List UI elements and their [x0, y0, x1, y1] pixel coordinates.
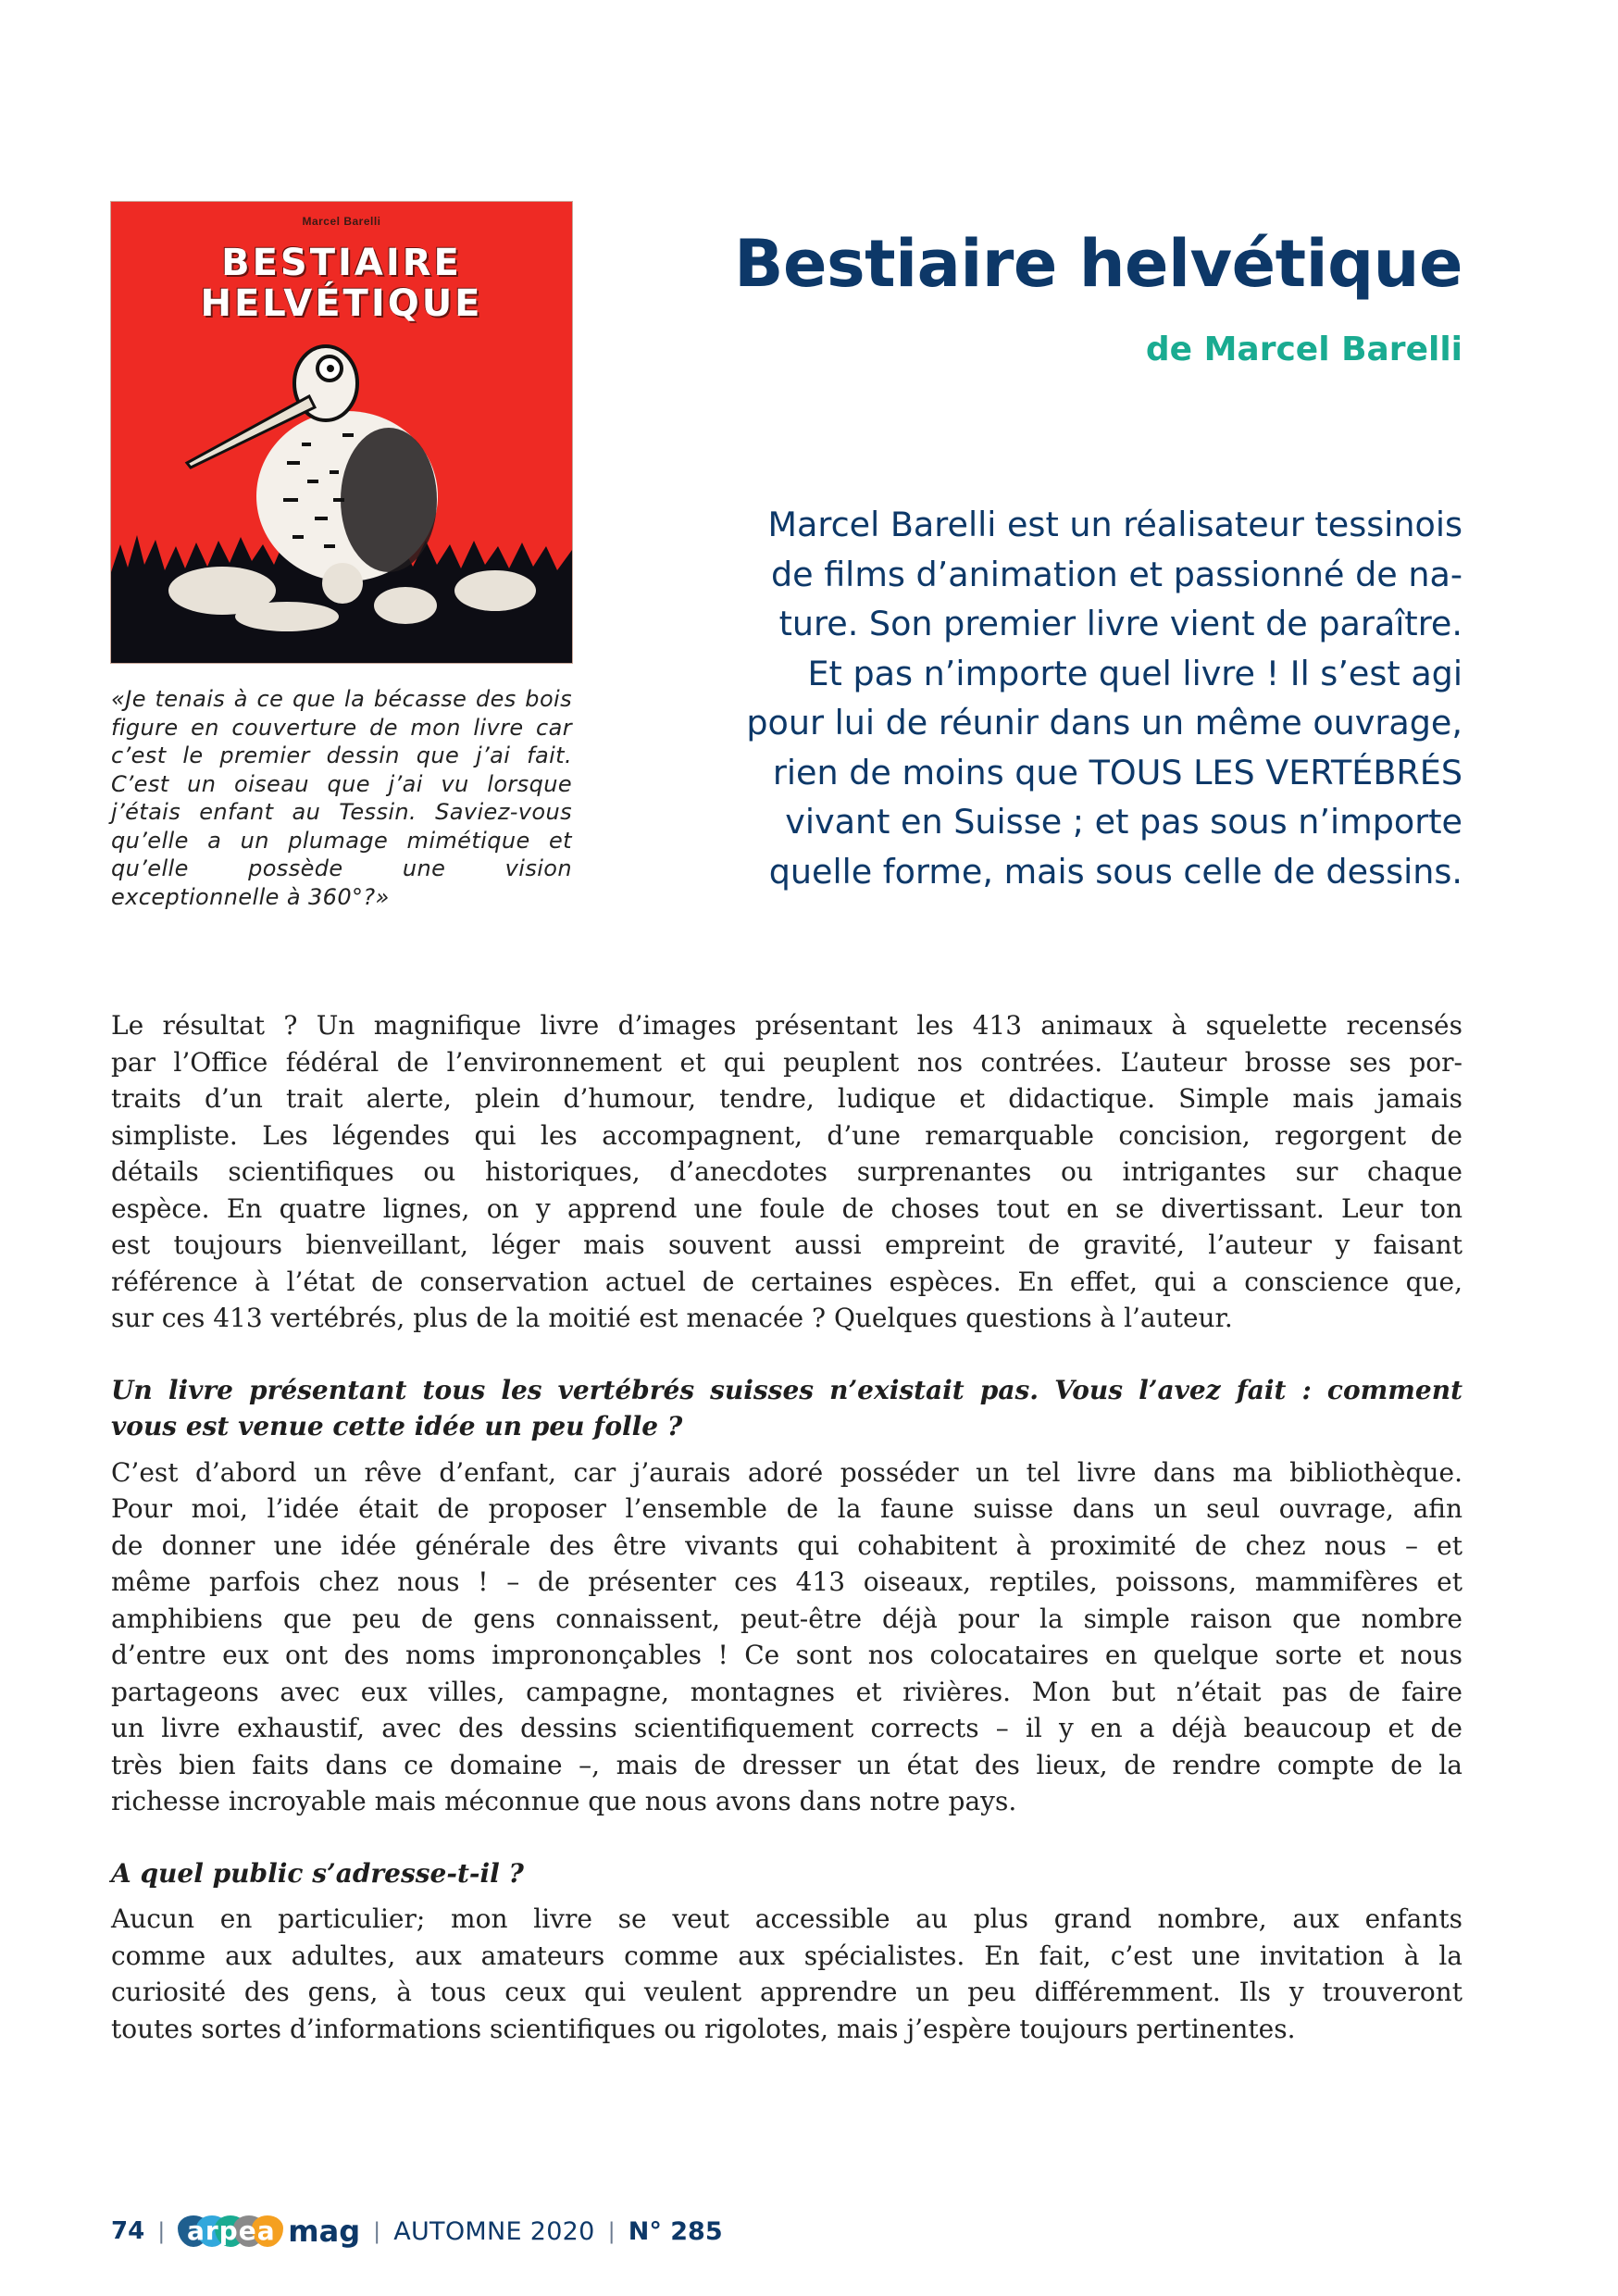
body-line: sur ces 413 vertébrés, plus de la moitié est menacée ? Quelques questions à l’auteur. [111, 1303, 1233, 1333]
body-line: d’entre eux ont des noms imprononçables ! Ce sont nos colocataires en quelque sorte et nous [111, 1640, 1462, 1670]
body-line: simpliste. Les légendes qui les accompagnent, d’une remarquable concision, regorgent de [111, 1119, 1462, 1151]
interview-question-1 [111, 1372, 1462, 1445]
cover-caption-quote: «Je tenais à ce que la bécasse des bois figure en couverture de mon livre car c’est le premier dessin que j’ai fait. C’est un oiseau que j’ai vu lorsque j’étais enfant au Tessin. Saviez-vous qu’elle a un plumage mimétique et qu’elle possède une vision exceptionnelle à 360°?» [111, 686, 572, 910]
cover-title-line1: BESTIAIRE [221, 242, 462, 284]
intro-line: quelle forme, mais sous celle de dessins. [768, 851, 1462, 892]
body-line: Le résultat ? Un magnifique livre d’images présentant les 413 animaux à squelette recensés [111, 1010, 1462, 1041]
body-line: C’est d’abord un rêve d’enfant, car j’aurais adoré posséder un tel livre dans ma bibliothèque. [111, 1456, 1462, 1488]
body-line: référence à l’état de conservation actuel de certaines espèces. En effet, qui a conscience que, [111, 1266, 1462, 1297]
body-line: très bien faits dans ce domaine –, mais de dresser un état des lieux, de rendre compte de la [111, 1749, 1462, 1780]
logo-arpea-text: arpea [186, 2215, 276, 2246]
body-line: toutes sortes d’informations scientifiques ou rigolotes, mais j’espère toujours pertinentes. [111, 2013, 1296, 2044]
body-line: espèce. En quatre lignes, on y apprend une foule de choses tout en se divertissant. Leur ton [111, 1192, 1462, 1224]
cover-author: Marcel Barelli [302, 215, 381, 228]
issue-number: N° 285 [628, 2216, 723, 2246]
body-line: traits d’un trait alerte, plein d’humour, tendre, ludique et didactique. Simple mais jamais [111, 1083, 1462, 1114]
article-title: Bestiaire helvétique [734, 226, 1462, 302]
footer-separator: | [607, 2218, 616, 2244]
body-line: comme aux adultes, aux amateurs comme aux spécialistes. En fait, c’est une invitation à la [111, 1940, 1462, 1971]
body-paragraph-intro [111, 1007, 1462, 1337]
intro-line: rien de moins que TOUS LES VERTÉBRÉS [772, 752, 1462, 792]
article-subtitle-author: de Marcel Barelli [1145, 331, 1462, 368]
question-line: A quel public s’adresse-t-il ? [111, 1857, 524, 1889]
logo-drops-icon [178, 2214, 284, 2249]
body-line: détails scientifiques ou historiques, d’anecdotes surprenantes ou intrigantes sur chaque [111, 1156, 1462, 1187]
body-line: amphibiens que peu de gens connaissent, peut-être déjà pour la simple raison que nombre [111, 1603, 1462, 1634]
intro-line: ture. Son premier livre vient de paraître. [778, 604, 1462, 643]
body-line: de donner une idée générale des être vivants qui cohabitent à proximité de chez nous – et [111, 1529, 1462, 1561]
cover-title [111, 243, 572, 324]
article-body [111, 1007, 1462, 2047]
body-line: est toujours bienveillant, léger mais souvent aussi empreint de gravité, l’auteur y faisant [111, 1229, 1462, 1260]
body-line: par l’Office fédéral de l’environnement et qui peuplent nos contrées. L’auteur brosse ses por- [111, 1046, 1462, 1078]
body-line: même parfois chez nous ! – de présenter ces 413 oiseaux, reptiles, poissons, mammifères et [111, 1566, 1462, 1597]
footer-separator: | [373, 2218, 381, 2244]
body-line: un livre exhaustif, avec des dessins scientifiquement corrects – il y en a déjà beaucoup et de [111, 1713, 1462, 1743]
body-line: richesse incroyable mais méconnue que nous avons dans notre pays. [111, 1786, 1017, 1816]
logo-mag-text: mag [288, 2214, 361, 2249]
interview-answer-1 [111, 1454, 1462, 1820]
intro-line: vivant en Suisse ; et pas sous n’importe [785, 802, 1462, 842]
footer-separator: | [157, 2218, 166, 2244]
question-line: vous est venue cette idée un peu folle ? [111, 1411, 683, 1441]
body-line: Pour moi, l’idée était de proposer l’ensemble de la faune suisse dans un seul ouvrage, afin [111, 1493, 1462, 1524]
page-number: 74 [111, 2217, 145, 2245]
book-cover-image [111, 202, 572, 663]
arpea-mag-logo [178, 2213, 360, 2250]
intro-line: Et pas n’importe quel livre ! Il s’est agi [807, 653, 1462, 693]
intro-line: Marcel Barelli est un réalisateur tessinois [767, 505, 1462, 544]
issue-season: AUTOMNE 2020 [393, 2216, 595, 2246]
page-footer [111, 2211, 723, 2252]
interview-answer-2 [111, 1901, 1462, 2047]
interview-question-2 [111, 1855, 1462, 1892]
intro-line: pour lui de réunir dans un même ouvrage, [746, 703, 1462, 742]
intro-paragraph [685, 500, 1462, 896]
body-line: partageons avec eux villes, campagne, montagnes et rivières. Mon but n’était pas de faire [111, 1676, 1462, 1707]
body-line: curiosité des gens, à tous ceux qui veulent apprendre un peu différemment. Ils y trouveront [111, 1977, 1462, 2007]
question-line: Un livre présentant tous les vertébrés suisses n’existait pas. Vous l’avez fait : comment [111, 1374, 1462, 1405]
intro-line: de films d’animation et passionné de na- [770, 554, 1462, 594]
body-line: Aucun en particulier; mon livre se veut accessible au plus grand nombre, aux enfants [111, 1903, 1462, 1934]
cover-title-line2: HELVÉTIQUE [200, 282, 483, 325]
